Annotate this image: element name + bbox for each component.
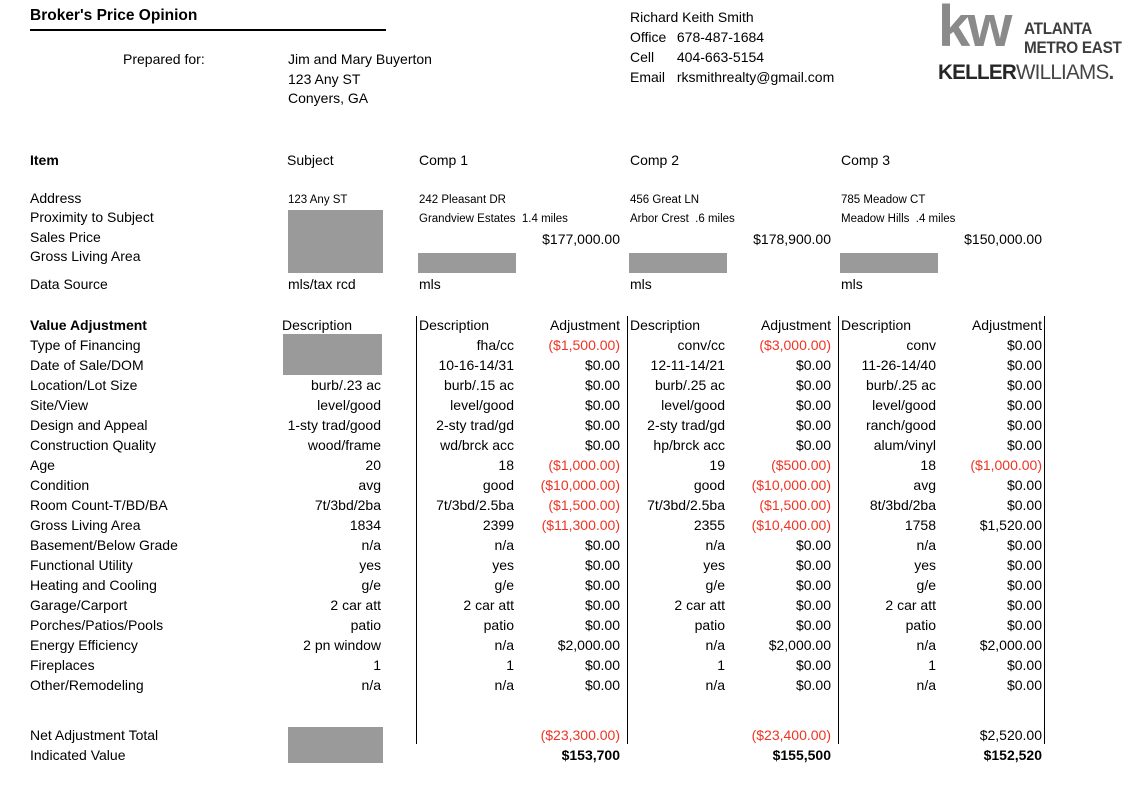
comp-adjustment-description: 2399 xyxy=(482,517,514,533)
comp-adjustment-amount: ($11,300.00) xyxy=(541,517,620,533)
comp-proximity: Arbor Crest .6 miles xyxy=(630,213,735,225)
logo-region-text xyxy=(1024,20,1122,57)
comp-adjustment-description: 2355 xyxy=(693,517,725,533)
comp-adjustment-description: conv/cc xyxy=(677,337,725,353)
logo-brand-period: . xyxy=(1108,60,1114,84)
comp-adjustment-description: avg xyxy=(913,477,936,493)
comp-adjustment-description: hp/brck acc xyxy=(653,437,725,453)
comp-adjustment-amount: $0.00 xyxy=(795,597,831,613)
adjustment-row-label: Location/Lot Size xyxy=(30,377,138,393)
comp-adjustment-amount: $0.00 xyxy=(1006,337,1042,353)
email-label: Email xyxy=(630,69,666,85)
column-header-item: Item xyxy=(30,152,59,168)
comp-adjustment-amount: $0.00 xyxy=(1006,617,1042,633)
adjustment-row-label: Fireplaces xyxy=(30,657,95,673)
comp-adjustment-amount: $0.00 xyxy=(795,537,831,553)
adjustment-row-label: Date of Sale/DOM xyxy=(30,357,144,373)
keller-williams-logo xyxy=(938,0,1138,86)
comp-adjustment-description: yes xyxy=(492,557,514,573)
logo-region-line1: ATLANTA xyxy=(1024,19,1093,38)
comp-adjustment-description: burb/.15 ac xyxy=(443,377,514,393)
comp-adjustment-description: n/a xyxy=(705,537,725,553)
comp-adjustment-amount: $0.00 xyxy=(1006,677,1042,693)
comp-adjustment-amount: $2,000.00 xyxy=(557,637,620,653)
comp-adjustment-amount: ($1,500.00) xyxy=(548,337,620,353)
comp-adjustment-description: 2 car att xyxy=(463,597,514,613)
comp-adjustment-amount: $1,520.00 xyxy=(979,517,1042,533)
comp-column-header: Comp 2 xyxy=(630,152,680,168)
comp-adjustment-amount: $0.00 xyxy=(795,357,831,373)
comp-adjustment-amount: $0.00 xyxy=(1006,597,1042,613)
comp-adjustment-description: 2-sty trad/gd xyxy=(436,417,514,433)
comp-adjustment-description: patio xyxy=(694,617,725,633)
comp-adjustment-amount: $0.00 xyxy=(584,377,620,393)
comp-adjustment-description: 1 xyxy=(717,657,725,673)
subject-adjustment-description: 2 pn window xyxy=(303,637,381,653)
logo-brand-keller: KELLER xyxy=(938,60,1016,84)
adjustment-row-label: Porches/Patios/Pools xyxy=(30,617,164,633)
column-divider-line xyxy=(627,316,628,744)
comp-adjustment-amount: $0.00 xyxy=(1006,657,1042,673)
comp-proximity: Grandview Estates 1.4 miles xyxy=(419,213,568,225)
row-label-sales-price: Sales Price xyxy=(30,229,101,245)
comp-adjustment-description: level/good xyxy=(450,397,514,413)
row-label-indicated-value: Indicated Value xyxy=(30,747,126,763)
comp-adjustment-amount: $0.00 xyxy=(795,657,831,673)
comp-description-header: Description xyxy=(841,317,912,333)
subject-adjustment-description: burb/.23 ac xyxy=(310,377,381,393)
subject-adjustment-description: 7t/3bd/2ba xyxy=(314,497,381,513)
subject-description-header: Description xyxy=(282,317,353,333)
subject-adjustment-description: n/a xyxy=(361,677,381,693)
row-label-gross-living-area: Gross Living Area xyxy=(30,248,141,264)
subject-adjustment-description: level/good xyxy=(317,397,381,413)
comp-adjustment-header: Adjustment xyxy=(760,317,831,333)
comp-address: 456 Great LN xyxy=(630,194,700,206)
row-label-data-source: Data Source xyxy=(30,276,108,292)
comp-adjustment-amount: $0.00 xyxy=(1006,357,1042,373)
comp-adjustment-amount: $0.00 xyxy=(795,577,831,593)
comp-adjustment-description: alum/vinyl xyxy=(873,437,936,453)
adjustment-row-label: Basement/Below Grade xyxy=(30,537,178,553)
comp-adjustment-description: 1758 xyxy=(904,517,936,533)
comp-adjustment-description: 1 xyxy=(506,657,514,673)
adjustment-row-label: Construction Quality xyxy=(30,437,157,453)
comp-gla-redaction-box xyxy=(840,253,938,273)
comp-adjustment-description: 18 xyxy=(498,457,514,473)
adjustment-row-label: Design and Appeal xyxy=(30,417,148,433)
comp-adjustment-amount: $0.00 xyxy=(584,357,620,373)
agent-name: Richard Keith Smith xyxy=(630,9,754,25)
comp-adjustment-description: good xyxy=(693,477,725,493)
comp-adjustment-header: Adjustment xyxy=(971,317,1042,333)
comp-sales-price: $177,000.00 xyxy=(542,231,620,247)
comp-data-source: mls xyxy=(630,276,652,292)
subject-adjustment-description: 1 xyxy=(373,657,381,673)
adjustment-row-label: Heating and Cooling xyxy=(30,577,157,593)
comp-sales-price: $178,900.00 xyxy=(753,231,831,247)
comp-adjustment-description: level/good xyxy=(872,397,936,413)
agent-cell-line xyxy=(630,49,764,66)
subject-adjustment-description: n/a xyxy=(361,537,381,553)
prepared-for-line-2: 123 Any ST xyxy=(288,71,361,87)
comp-adjustment-description: 19 xyxy=(709,457,725,473)
comp-adjustment-amount: $0.00 xyxy=(584,437,620,453)
comp-adjustment-amount: $0.00 xyxy=(795,377,831,393)
comp-adjustment-amount: $2,000.00 xyxy=(768,637,831,653)
comp-adjustment-amount: $0.00 xyxy=(795,677,831,693)
comp-adjustment-description: n/a xyxy=(916,537,936,553)
comp-adjustment-description: 18 xyxy=(920,457,936,473)
comp-adjustment-amount: ($10,000.00) xyxy=(751,477,831,493)
comp-indicated-value: $155,500 xyxy=(772,747,831,763)
comp-adjustment-description: yes xyxy=(914,557,936,573)
comp-data-source: mls xyxy=(841,276,863,292)
comp-adjustment-amount: $0.00 xyxy=(1006,377,1042,393)
comp-adjustment-description: g/e xyxy=(494,577,514,593)
comp-gla-redaction-box xyxy=(629,253,727,273)
cell-phone: 404-663-5154 xyxy=(676,49,765,65)
cell-label: Cell xyxy=(630,49,655,65)
logo-region-line2: METRO EAST xyxy=(1024,37,1122,57)
column-divider-line xyxy=(416,316,417,744)
comp-address: 242 Pleasant DR xyxy=(419,194,506,206)
comp-adjustment-amount: $0.00 xyxy=(584,617,620,633)
comp-adjustment-description: n/a xyxy=(705,677,725,693)
comp-adjustment-description: 7t/3bd/2.5ba xyxy=(647,497,725,513)
adjustment-row-label: Room Count-T/BD/BA xyxy=(30,497,168,513)
comp-adjustment-amount: $0.00 xyxy=(584,557,620,573)
subject-adjustment-description: 1-sty trad/good xyxy=(287,417,381,433)
comp-adjustment-description: conv xyxy=(906,337,936,353)
comp-adjustment-description: burb/.25 ac xyxy=(865,377,936,393)
comp-adjustment-amount: $0.00 xyxy=(1006,497,1042,513)
comp-adjustment-description: ranch/good xyxy=(865,417,936,433)
comp-proximity: Meadow Hills .4 miles xyxy=(841,213,956,225)
comp-adjustment-amount: ($1,500.00) xyxy=(548,497,620,513)
comp-adjustment-amount: $0.00 xyxy=(584,657,620,673)
comp-adjustment-amount: $0.00 xyxy=(584,537,620,553)
comp-adjustment-description: 2 car att xyxy=(885,597,936,613)
comp-adjustment-description: 11-26-14/40 xyxy=(861,357,936,373)
subject-address: 123 Any ST xyxy=(288,194,348,206)
logo-brand-williams: WILLIAMS xyxy=(1015,60,1109,84)
comp-adjustment-amount: $0.00 xyxy=(1006,397,1042,413)
comp-adjustment-description: n/a xyxy=(705,637,725,653)
logo-brand-text xyxy=(938,60,1113,85)
comp-net-adjustment-total: $2,520.00 xyxy=(979,727,1042,743)
comp-description-header: Description xyxy=(419,317,490,333)
subject-adjustment-description: wood/frame xyxy=(307,437,381,453)
adjustment-row-label: Other/Remodeling xyxy=(30,677,144,693)
comp-adjustment-description: 1 xyxy=(928,657,936,673)
comp-adjustment-description: burb/.25 ac xyxy=(654,377,725,393)
subject-adjustment-description: avg xyxy=(358,477,381,493)
comp-data-source: mls xyxy=(419,276,441,292)
comp-adjustment-description: 10-16-14/31 xyxy=(438,357,514,373)
row-label-address: Address xyxy=(30,190,82,206)
comp-sales-price: $150,000.00 xyxy=(964,231,1042,247)
agent-email: rksmithrealty@gmail.com xyxy=(676,69,835,85)
comp-adjustment-description: 8t/3bd/2ba xyxy=(869,497,936,513)
comp-adjustment-amount: ($500.00) xyxy=(771,457,831,473)
comp-adjustment-description: g/e xyxy=(916,577,936,593)
column-divider-line xyxy=(1044,316,1045,744)
row-label-net-adjustment-total: Net Adjustment Total xyxy=(30,727,159,743)
comp-adjustment-amount: $0.00 xyxy=(795,557,831,573)
agent-office-line xyxy=(630,29,764,46)
row-label-proximity: Proximity to Subject xyxy=(30,209,154,225)
comp-net-adjustment-total: ($23,400.00) xyxy=(751,727,831,743)
comp-adjustment-amount: $0.00 xyxy=(1006,537,1042,553)
kw-logo-icon: kw xyxy=(938,0,1010,59)
comp-adjustment-amount: ($10,400.00) xyxy=(751,517,831,533)
subject-data-source: mls/tax rcd xyxy=(288,276,356,292)
adjustment-row-label: Condition xyxy=(30,477,90,493)
comp-adjustment-amount: $0.00 xyxy=(584,677,620,693)
subject-adjustment-description: yes xyxy=(359,557,381,573)
column-header-subject: Subject xyxy=(287,152,334,168)
subject-adjustment-description: g/e xyxy=(361,577,381,593)
page-title: Broker's Price Opinion xyxy=(30,7,198,24)
comp-adjustment-description: 12-11-14/21 xyxy=(650,357,725,373)
comp-adjustment-description: patio xyxy=(483,617,514,633)
comp-adjustment-description: fha/cc xyxy=(476,337,514,353)
subject-adjustment-description: 1834 xyxy=(349,517,381,533)
comp-adjustment-description: n/a xyxy=(494,637,514,653)
office-label: Office xyxy=(630,29,667,45)
comp-adjustment-amount: $0.00 xyxy=(1006,557,1042,573)
comp-adjustment-amount: $0.00 xyxy=(1006,477,1042,493)
agent-email-line xyxy=(630,69,834,86)
adjustment-row-label: Garage/Carport xyxy=(30,597,128,613)
adjustment-row-label: Energy Efficiency xyxy=(30,637,138,653)
comp-adjustment-amount: ($1,500.00) xyxy=(759,497,831,513)
comp-adjustment-description: good xyxy=(482,477,514,493)
comp-adjustment-description: n/a xyxy=(494,537,514,553)
section-header-value-adjustment: Value Adjustment xyxy=(30,317,147,333)
comp-adjustment-amount: $0.00 xyxy=(1006,577,1042,593)
subject-redaction-box xyxy=(288,210,383,273)
comp-adjustment-description: n/a xyxy=(916,677,936,693)
comp-adjustment-description: level/good xyxy=(661,397,725,413)
comp-indicated-value: $153,700 xyxy=(561,747,620,763)
adjustment-row-label: Type of Financing xyxy=(30,337,141,353)
title-underline xyxy=(30,29,386,31)
prepared-for-line-3: Conyers, GA xyxy=(288,90,369,106)
comp-adjustment-description: wd/brck acc xyxy=(440,437,514,453)
comp-address: 785 Meadow CT xyxy=(841,194,926,206)
comp-adjustment-amount: $0.00 xyxy=(584,397,620,413)
comp-adjustment-description: yes xyxy=(703,557,725,573)
adjustment-row-label: Functional Utility xyxy=(30,557,133,573)
comp-adjustment-description: n/a xyxy=(494,677,514,693)
comp-adjustment-description: 7t/3bd/2.5ba xyxy=(436,497,514,513)
comp-adjustment-amount: $0.00 xyxy=(584,577,620,593)
comp-adjustment-description: n/a xyxy=(916,637,936,653)
comp-adjustment-amount: ($10,000.00) xyxy=(540,477,620,493)
adjustment-row-label: Gross Living Area xyxy=(30,517,141,533)
subject-adjustment-redaction-box xyxy=(283,334,382,375)
comp-adjustment-amount: $0.00 xyxy=(795,617,831,633)
comp-adjustment-amount: $0.00 xyxy=(795,397,831,413)
comp-adjustment-header: Adjustment xyxy=(549,317,620,333)
comp-adjustment-amount: $2,000.00 xyxy=(979,637,1042,653)
subject-adjustment-description: 2 car att xyxy=(330,597,381,613)
comp-indicated-value: $152,520 xyxy=(983,747,1042,763)
comp-description-header: Description xyxy=(630,317,701,333)
comp-adjustment-description: patio xyxy=(905,617,936,633)
comp-gla-redaction-box xyxy=(418,253,516,273)
adjustment-row-label: Age xyxy=(30,457,55,473)
comp-adjustment-amount: $0.00 xyxy=(1006,437,1042,453)
prepared-for-line-1: Jim and Mary Buyerton xyxy=(288,51,432,67)
comp-adjustment-amount: ($1,000.00) xyxy=(548,457,620,473)
comp-column-header: Comp 1 xyxy=(419,152,469,168)
comp-adjustment-amount: ($1,000.00) xyxy=(970,457,1042,473)
comp-adjustment-description: 2 car att xyxy=(674,597,725,613)
comp-adjustment-amount: $0.00 xyxy=(795,437,831,453)
comp-net-adjustment-total: ($23,300.00) xyxy=(540,727,620,743)
comp-adjustment-amount: $0.00 xyxy=(1006,417,1042,433)
office-phone: 678-487-1684 xyxy=(676,29,765,45)
adjustment-row-label: Site/View xyxy=(30,397,89,413)
comp-adjustment-amount: $0.00 xyxy=(795,417,831,433)
prepared-for-label: Prepared for: xyxy=(123,51,205,67)
comp-adjustment-amount: $0.00 xyxy=(584,597,620,613)
subject-net-adjustment-redaction-box xyxy=(288,727,383,763)
comp-adjustment-amount: ($3,000.00) xyxy=(759,337,831,353)
subject-adjustment-description: 20 xyxy=(365,457,381,473)
column-divider-line xyxy=(838,316,839,744)
comp-column-header: Comp 3 xyxy=(841,152,891,168)
comp-adjustment-amount: $0.00 xyxy=(584,417,620,433)
comp-adjustment-description: 2-sty trad/gd xyxy=(647,417,725,433)
subject-adjustment-description: patio xyxy=(350,617,381,633)
comp-adjustment-description: g/e xyxy=(705,577,725,593)
